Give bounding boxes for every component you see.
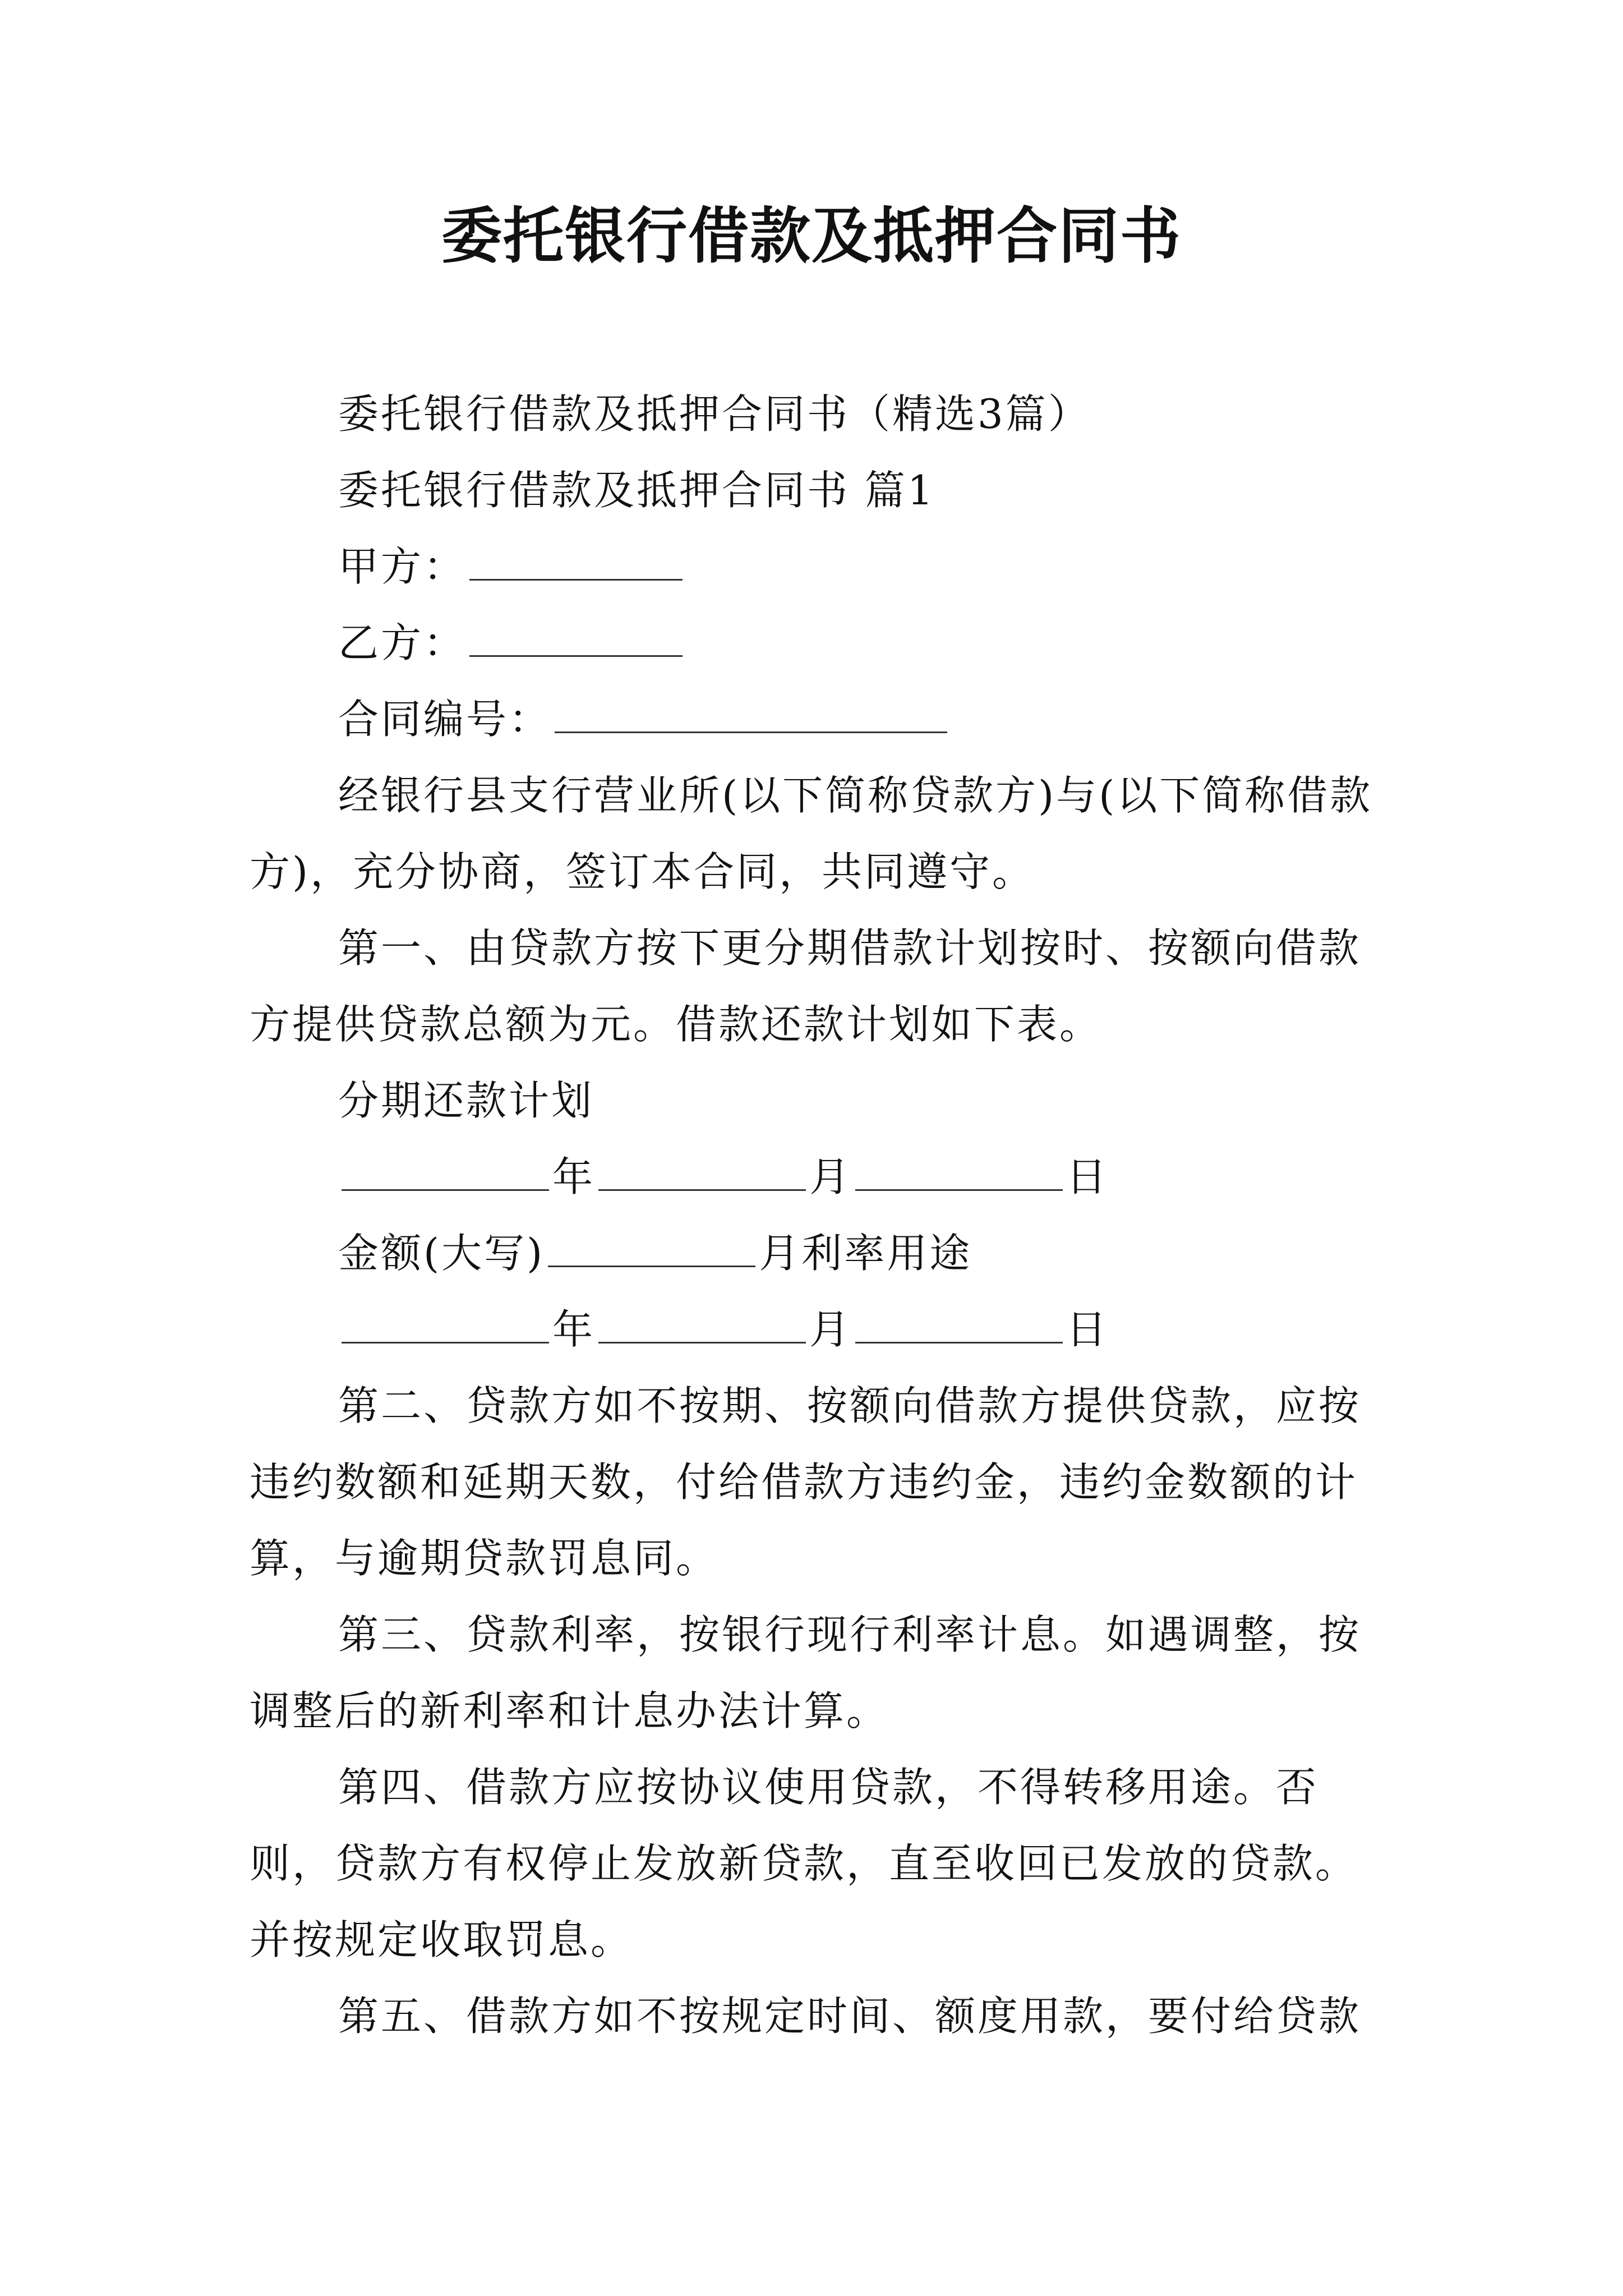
year-label: 年 bbox=[552, 1153, 596, 1200]
clause-2: 第二、贷款方如不按期、按额向借款方提供贷款，应按违约数额和延期天数，付给借款方违约金，违约金数额的计算，与逾期贷款罚息同。 bbox=[250, 1382, 1362, 1582]
clause-1: 第一、由贷款方按下更分期借款计划按时、按额向借款方提供贷款总额为元。借款还款计划如下表。 bbox=[250, 924, 1362, 1048]
party-b-line bbox=[250, 605, 1394, 681]
party-a-blank bbox=[469, 539, 683, 581]
party-b-blank bbox=[469, 615, 683, 657]
year-blank bbox=[342, 1301, 549, 1343]
amount-label: 金额(大写) bbox=[338, 1230, 545, 1277]
month-blank bbox=[598, 1149, 806, 1191]
day-blank bbox=[855, 1149, 1063, 1191]
clause-4: 第四、借款方应按协议使用贷款，不得转移用途。否则，贷款方有权停止发放新贷款，直至收回已发放的贷款。并按规定收取罚息。 bbox=[250, 1764, 1358, 1963]
day-blank bbox=[855, 1301, 1063, 1343]
clause-5: 第五、借款方如不按规定时间、额度用款，要付给贷款 bbox=[338, 1993, 1362, 2040]
amount-blank bbox=[548, 1225, 755, 1267]
schedule-heading: 分期还款计划 bbox=[338, 1077, 594, 1124]
party-b-label: 乙方： bbox=[338, 619, 467, 666]
contract-number-label: 合同编号： bbox=[338, 696, 552, 743]
amount-line bbox=[250, 1215, 1394, 1291]
amount-tail: 月利率用途 bbox=[759, 1230, 972, 1277]
intro-paragraph: 经银行县支行营业所(以下简称贷款方)与(以下简称借款方)，充分协商，签订本合同，共同遵守。 bbox=[250, 772, 1373, 895]
day-label: 日 bbox=[1066, 1306, 1109, 1353]
day-label: 日 bbox=[1066, 1153, 1109, 1200]
document-body bbox=[250, 376, 1394, 2054]
schedule-date-line-1 bbox=[250, 1139, 1394, 1215]
month-label: 月 bbox=[809, 1306, 852, 1353]
month-blank bbox=[598, 1301, 806, 1343]
year-label: 年 bbox=[552, 1306, 596, 1353]
party-a-line bbox=[250, 528, 1394, 605]
contract-number-line bbox=[250, 681, 1394, 757]
party-a-label: 甲方： bbox=[338, 543, 467, 590]
month-label: 月 bbox=[809, 1153, 852, 1200]
year-blank bbox=[342, 1149, 549, 1191]
clause-3: 第三、贷款利率，按银行现行利率计息。如遇调整，按调整后的新利率和计息办法计算。 bbox=[250, 1611, 1362, 1734]
document-title: 委托银行借款及抵押合同书 bbox=[441, 201, 1182, 272]
schedule-date-line-2 bbox=[250, 1291, 1394, 1368]
contract-number-blank bbox=[555, 691, 947, 733]
section-heading: 委托银行借款及抵押合同书 篇1 bbox=[338, 467, 935, 514]
subtitle: 委托银行借款及抵押合同书（精选3篇） bbox=[338, 390, 1091, 438]
